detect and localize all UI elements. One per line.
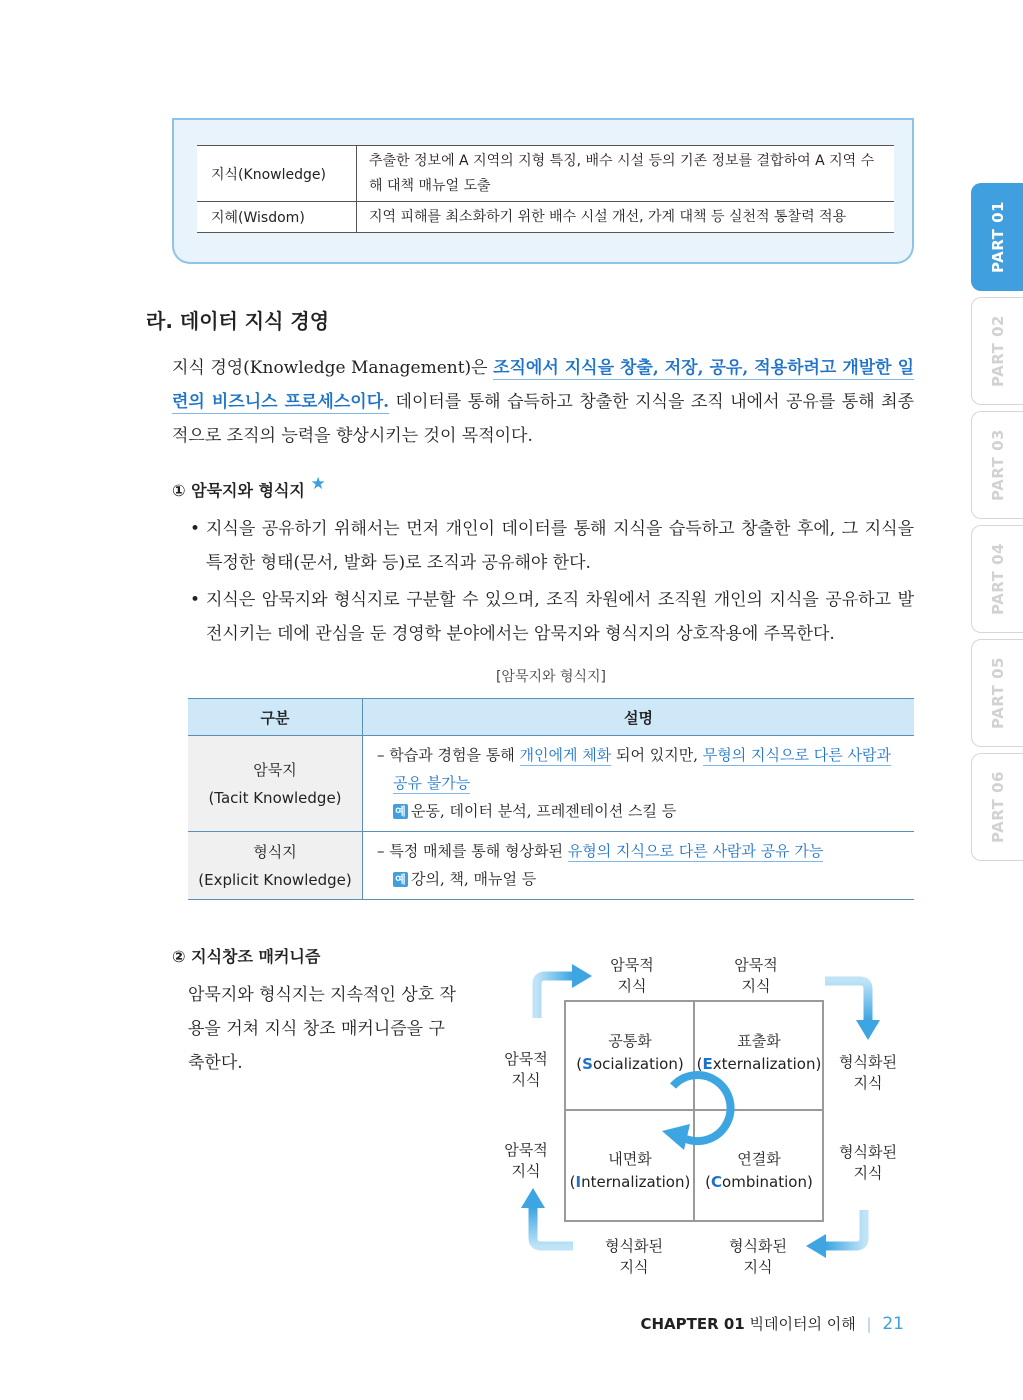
tab-label: PART 02	[988, 315, 1007, 387]
quadrant-socialization: 공통화 (Socialization)	[576, 1032, 684, 1073]
header-description: 설명	[363, 699, 915, 736]
desc-cell: 지역 피해를 최소화하기 위한 배수 시설 개선, 가계 대책 등 실천적 통찰력 적용	[357, 202, 895, 233]
label-tacit-top-left: 암묵적 지식	[610, 956, 654, 995]
label-explicit-right-1: 형식화된 지식	[839, 1053, 897, 1092]
arrow-top-right-icon	[825, 981, 868, 1020]
example-text: 운동, 데이터 분석, 프레젠테이션 스킬 등	[411, 801, 677, 820]
desc-text: – 학습과 경험을 통해	[377, 745, 520, 764]
bullet-text: 지식을 공유하기 위해서는 먼저 개인이 데이터를 통해 지식을 습득하고 창출한 후에, 그 지식을 특정한 형태(문서, 발화 등)로 조직과 공유해야 한다.	[206, 519, 914, 573]
header-category: 구분	[188, 699, 363, 736]
tacit-eng: (Tacit Knowledge)	[208, 788, 342, 807]
explicit-name: 형식지	[253, 842, 297, 861]
quadrant-externalization: 표출화 (Externalization)	[696, 1032, 822, 1073]
tab-label: PART 05	[988, 657, 1007, 729]
page-number: 21	[882, 1314, 904, 1334]
label-tacit-top-right: 암묵적 지식	[734, 956, 778, 995]
arrow-bottom-right-icon	[826, 1210, 864, 1246]
explicit-eng: (Explicit Knowledge)	[198, 870, 352, 889]
footer-separator: |	[866, 1315, 872, 1333]
label-explicit-right-2: 형식화된 지식	[839, 1143, 897, 1182]
desc-highlight: 공유 불가능	[393, 773, 471, 792]
tab-label: PART 04	[988, 543, 1007, 615]
subsection-label: ① 암묵지와 형식지	[172, 481, 305, 500]
term-cell: 지식(Knowledge)	[197, 146, 357, 202]
bullet-text: 지식은 암묵지와 형식지로 구분할 수 있으며, 조직 차원에서 조직원 개인의 지식을 공유하고 발전시키는 데에 관심을 둔 경영학 분야에서는 암묵지와 형식지의 상호작용에 주목한다.	[206, 590, 914, 644]
para-text: 지식 경영(Knowledge Management)은	[172, 358, 494, 378]
desc-highlight: 개인에게 체화	[519, 745, 612, 764]
footer-title: 빅데이터의 이해	[749, 1315, 856, 1333]
tab-label: PART 06	[988, 771, 1007, 843]
quadrant-combination: 연결화 (Combination)	[705, 1150, 813, 1191]
subsection-title-2: ② 지식창조 매커니즘	[172, 947, 321, 966]
example-icon: 예	[393, 872, 408, 887]
arrow-head-icon	[806, 1234, 826, 1258]
desc-highlight: 무형의 지식으로 다른 사람과	[702, 745, 891, 764]
arrow-head-icon	[572, 964, 592, 988]
bullet-dot-icon: •	[190, 590, 201, 610]
quadrant-internalization: 내면화 (Internalization)	[569, 1150, 691, 1191]
arrow-head-icon	[856, 1020, 880, 1040]
tab-label: PART 01	[988, 201, 1007, 273]
arrow-head-icon	[521, 1188, 545, 1208]
desc-text: 되어 있지만,	[611, 745, 703, 764]
mechanism-paragraph: 암묵지와 형식지는 지속적인 상호 작용을 거쳐 지식 창조 매커니즘을 구축한다.	[188, 985, 456, 1073]
label-explicit-bottom-left: 형식화된 지식	[605, 1237, 663, 1276]
label-explicit-bottom-right: 형식화된 지식	[729, 1237, 787, 1276]
bullet-dot-icon: •	[190, 519, 201, 539]
page-footer	[640, 1313, 904, 1334]
desc-highlight: 유형의 지식으로 다른 사람과 공유 가능	[567, 841, 824, 860]
example-icon: 예	[393, 804, 408, 819]
example-text: 강의, 책, 매뉴얼 등	[411, 869, 537, 888]
table-caption: [암묵지와 형식지]	[495, 669, 607, 685]
tacit-name: 암묵지	[253, 760, 297, 779]
para-text: 데이터를 통해 습득하고 창출한 지식을 조직 내에서 공유를 통해 최종적으로 조직의 능력을 향상시키는 것이 목적이다.	[172, 392, 914, 446]
star-icon: ★	[310, 474, 326, 494]
term-cell: 지혜(Wisdom)	[197, 202, 357, 233]
tab-label: PART 03	[988, 429, 1007, 501]
desc-text: – 특정 매체를 통해 형상화된	[377, 841, 568, 860]
section-title: 라. 데이터 지식 경영	[146, 309, 330, 333]
footer-chapter: CHAPTER 01	[640, 1315, 745, 1333]
para-highlight: 조직에서 지식을 창출, 저장, 공유, 적용하려고 개발한 일련의 비즈니스 프로세스이다.	[172, 358, 915, 412]
label-tacit-left-1: 암묵적 지식	[504, 1050, 548, 1089]
label-tacit-left-2: 암묵적 지식	[504, 1141, 548, 1180]
desc-cell: 추출한 정보에 A 지역의 지형 특징, 배수 시설 등의 기존 정보를 결합하여 A 지역 수해 대책 매뉴얼 도출	[357, 146, 895, 202]
